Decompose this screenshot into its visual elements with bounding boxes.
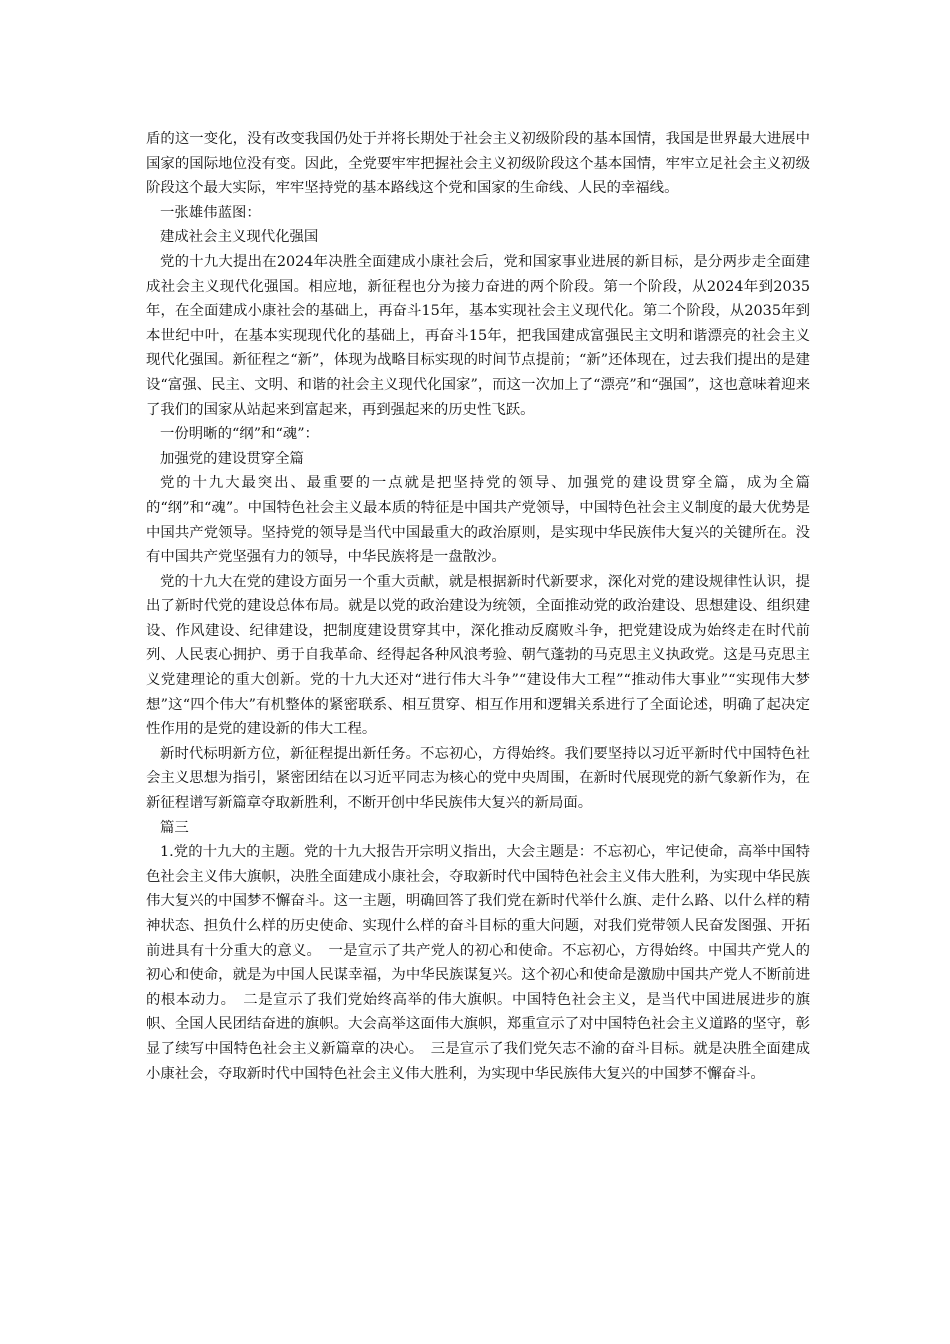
section-heading-party: 一份明晰的“纲”和“魂”： — [160, 426, 319, 443]
paragraph-party-leadership: 党的十九大最突出、最重要的一点就是把坚持党的领导、加强党的建设贯穿全篇，成为全篇的“纲”和“魂”。中国特色社会主义最本质的特征是中国共产党领导，中国特色社会主义制度的最大优势是中国共产党领导。坚持党的领导是当代中国最重大的政治原则，是实现中华民族伟大复兴的关键所在。没有中国共产党坚强有力的领导，中华民族将是一盘散沙。 — [146, 475, 810, 566]
paragraph-congress-theme: 1.党的十九大的主题。党的十九大报告开宗明义指出，大会主题是：不忘初心，牢记使命，高举中国特色社会主义伟大旗帜，决胜全面建成小康社会，夺取新时代中国特色社会主义伟大胜利，为实现中华民族伟大复兴的中国梦不懈奋斗。这一主题，明确回答了我们党在新时代举什么旗、走什么路、以什么样的精神状态、担负什么样的历史使命、实现什么样的奋斗目标的重大问题，对我们党带领人民奋发图强、开拓前进具有十分重大的意义。 一是宣示了共产党人的初心和使命。不忘初心，方得始终。中国共产党人的初心和使命，就是为中国人民谋幸福，为中华民族谋复兴。这个初心和使命是激励中国共产党人不断前进的根本动力。 二是宣示了我们党始终高举的伟大旗帜。中国特色社会主义，是当代中国进展进步的旗帜、全国人民团结奋进的旗帜。大会高举这面伟大旗帜，郑重宣示了对中国特色社会主义道路的坚守，彰显了续写中国特色社会主义新篇章的决心。 三是宣示了我们党矢志不渝的奋斗目标。就是决胜全面建成小康社会，夺取新时代中国特色社会主义伟大胜利，为实现中华民族伟大复兴的中国梦不懈奋斗。 — [146, 844, 810, 1082]
paragraph-new-era: 新时代标明新方位，新征程提出新任务。不忘初心，方得始终。我们要坚持以习近平新时代中国特色社会主义思想为指引，紧密团结在以习近平同志为核心的党中央周围，在新时代展现党的新气象新作为，在新征程谱写新篇章夺取新胜利，不断开创中华民族伟大复兴的新局面。 — [146, 745, 810, 812]
section-heading-part-three: 篇三 — [160, 819, 189, 836]
section-heading-blueprint: 一张雄伟蓝图： — [160, 204, 261, 221]
paragraph-blueprint: 党的十九大提出在2024年决胜全面建成小康社会后，党和国家事业进展的新目标，是分两步走全面建成社会主义现代化强国。相应地，新征程也分为接力奋进的两个阶段。第一个阶段，从2024年到2035年，在全面建成小康社会的基础上，再奋斗15年，基本实现社会主义现代化。第二个阶段，从2035年到本世纪中叶，在基本实现现代化的基础上，再奋斗15年，把我国建成富强民主文明和谐漂亮的社会主义现代化强国。新征程之“新”，体现为战略目标实现的时间节点提前；“新”还体现在，过去我们提出的是建设“富强、民主、文明、和谐的社会主义现代化国家”，而这一次加上了“漂亮”和“强国”，这也意味着迎来了我们的国家从站起来到富起来，再到强起来的历史性飞跃。 — [146, 253, 810, 418]
section-subheading-party: 加强党的建设贯穿全篇 — [160, 450, 304, 467]
paragraph-party-building: 党的十九大在党的建设方面另一个重大贡献，就是根据新时代新要求，深化对党的建设规律性认识，提出了新时代党的建设总体布局。就是以党的政治建设为统领，全面推动党的政治建设、思想建设、组织建设、作风建设、纪律建设，把制度建设贯穿其中，深化推动反腐败斗争，把党建设成为始终走在时代前列、人民衷心拥护、勇于自我革命、经得起各种风浪考验、朝气蓬勃的马克思主义执政党。这是马克思主义党建理论的重大创新。党的十九大还对“进行伟大斗争”“建设伟大工程”“推动伟大事业”“实现伟大梦想”这“四个伟大”有机整体的紧密联系、相互贯穿、相互作用和逻辑关系进行了全面论述，明确了起决定性作用的是党的建设新的伟大工程。 — [146, 573, 810, 738]
document-page — [146, 127, 810, 1086]
paragraph-opening: 盾的这一变化，没有改变我国仍处于并将长期处于社会主义初级阶段的基本国情，我国是世界最大进展中国家的国际地位没有变。因此，全党要牢牢把握社会主义初级阶段这个基本国情，牢牢立足社会主义初级阶段这个最大实际，牢牢坚持党的基本路线这个党和国家的生命线、人民的幸福线。 — [146, 131, 810, 197]
section-subheading-blueprint: 建成社会主义现代化强国 — [160, 229, 319, 246]
